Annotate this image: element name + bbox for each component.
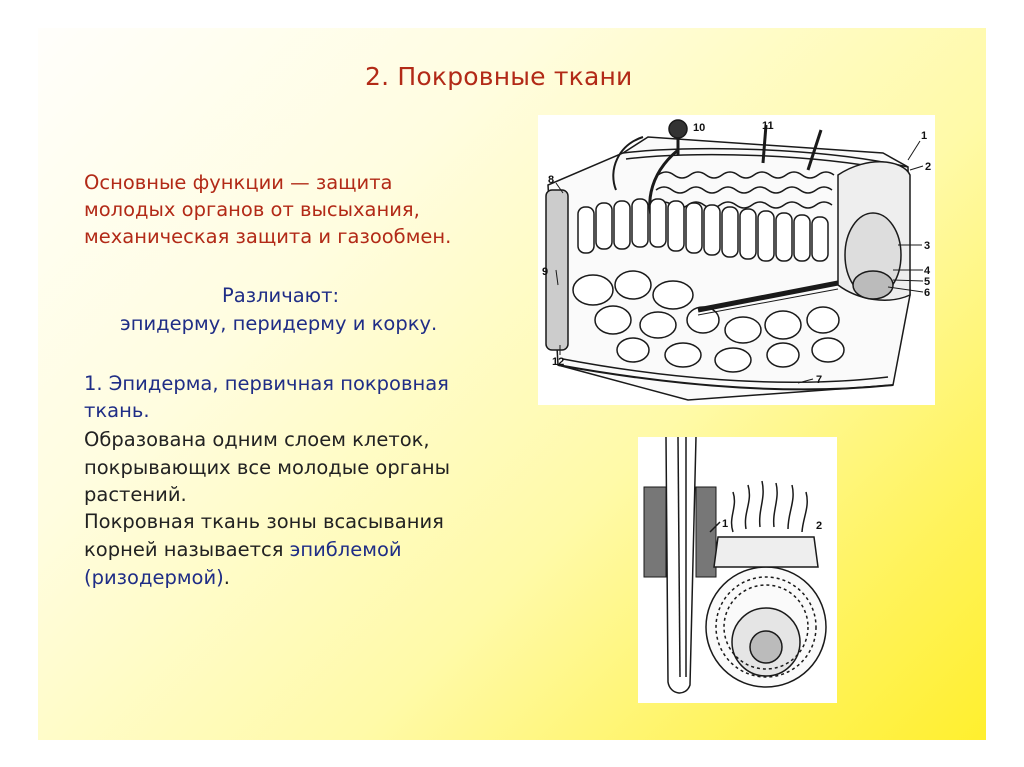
functions-line-3: механическая защита и газообмен. <box>84 225 452 248</box>
epidermis-body-line-2: покрывающих все молодые органы <box>84 456 451 479</box>
distinguish-heading: Различают: <box>222 284 340 307</box>
epidermis-heading-line-1: 1. Эпидерма, первичная покровная <box>84 372 449 395</box>
leaf-cross-section-figure <box>538 115 935 405</box>
epidermis-body-line-4: Покровная ткань зоны всасывания <box>84 510 444 533</box>
rhizodermis-term: (ризодермой) <box>84 566 224 589</box>
root-line <box>84 536 402 563</box>
functions-line-2: молодых органов от высыхания, <box>84 198 420 221</box>
leaf-label-12: 12 <box>552 356 565 368</box>
rhizodermis-line <box>84 564 230 591</box>
leaf-label-7: 7 <box>816 374 823 386</box>
root-label-1: 1 <box>722 518 729 530</box>
root-figure <box>638 437 837 703</box>
leaf-label-4: 4 <box>924 265 931 277</box>
leaf-label-9: 9 <box>542 266 549 278</box>
epidermis-body-line-1: Образована одним слоем клеток, <box>84 428 430 451</box>
leaf-label-1: 1 <box>921 130 928 142</box>
leaf-label-11: 11 <box>762 120 774 132</box>
leaf-label-6: 6 <box>924 287 931 299</box>
epidermis-heading-line-2: ткань. <box>84 399 150 422</box>
epiblema-term: эпиблемой <box>289 538 402 561</box>
leaf-label-8: 8 <box>548 174 555 186</box>
slide-title: 2. Покровные ткани <box>365 62 633 91</box>
root-line-prefix: корней называется <box>84 538 290 561</box>
leaf-label-5: 5 <box>924 276 931 288</box>
leaf-cross-section-drawing <box>538 115 935 405</box>
epidermis-body-line-3: растений. <box>84 483 187 506</box>
root-label-2: 2 <box>816 520 823 532</box>
functions-line-1: Основные функции — защита <box>84 171 393 194</box>
root-drawing <box>638 437 837 703</box>
distinguish-items: эпидерму, перидерму и корку. <box>120 312 438 335</box>
rhizodermis-period: . <box>223 566 230 589</box>
leaf-label-3: 3 <box>924 240 931 252</box>
leaf-label-2: 2 <box>925 161 932 173</box>
leaf-label-10: 10 <box>693 122 706 134</box>
